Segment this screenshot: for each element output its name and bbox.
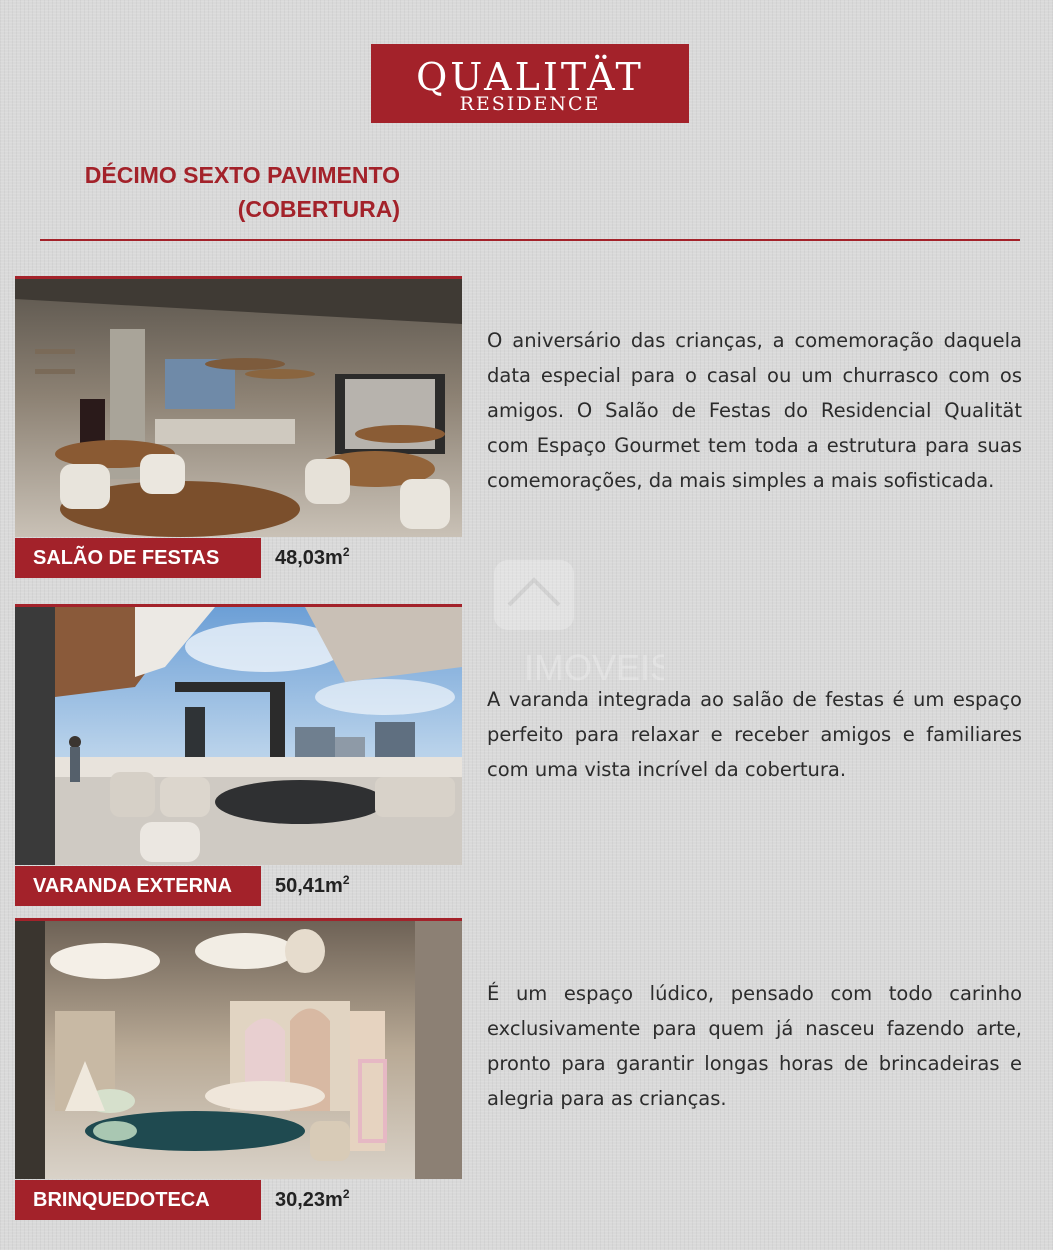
watermark-logo <box>484 560 664 690</box>
heading-line-1: DÉCIMO SEXTO PAVIMENTO <box>84 162 400 188</box>
room-label: SALÃO DE FESTAS <box>15 538 261 578</box>
brand-name: QUALITÄT <box>416 55 644 99</box>
room-label: VARANDA EXTERNA <box>15 866 261 906</box>
room-area: $50,41m^2$ <box>275 873 350 897</box>
room-description-salao: O aniversário das crianças, a comemoração daquela data especial para o casal ou um churrasco com os amigos. O Salão de Festas do Residencial Qualität com Espaço Gourmet tem toda a estrutura para suas comemorações, da mais simples a mais sofisticada. <box>487 329 1022 492</box>
page-heading <box>20 158 400 226</box>
room-label: BRINQUEDOTECA <box>15 1180 261 1220</box>
room-area: $48,03m^2$ <box>275 545 350 569</box>
brand-logo <box>371 44 689 123</box>
room-description-varanda: A varanda integrada ao salão de festas é um espaço perfeito para relaxar e receber amigos e familiares com uma vista incrível da cobertura. <box>487 688 1022 781</box>
salao-photo <box>15 279 462 537</box>
varanda-photo <box>15 607 462 865</box>
heading-divider <box>40 239 1020 241</box>
room-description-brinquedoteca: É um espaço lúdico, pensado com todo carinho exclusivamente para quem já nasceu fazendo arte, pronto para garantir longas horas de brincadeiras e alegria para as crianças. <box>487 982 1022 1110</box>
room-area: $30,23m^2$ <box>275 1187 350 1211</box>
watermark-text: IMOVEIS <box>524 647 664 688</box>
brinquedoteca-photo <box>15 921 462 1179</box>
heading-line-2: (COBERTURA) <box>237 196 400 222</box>
brand-subtitle: RESIDENCE <box>459 93 601 115</box>
